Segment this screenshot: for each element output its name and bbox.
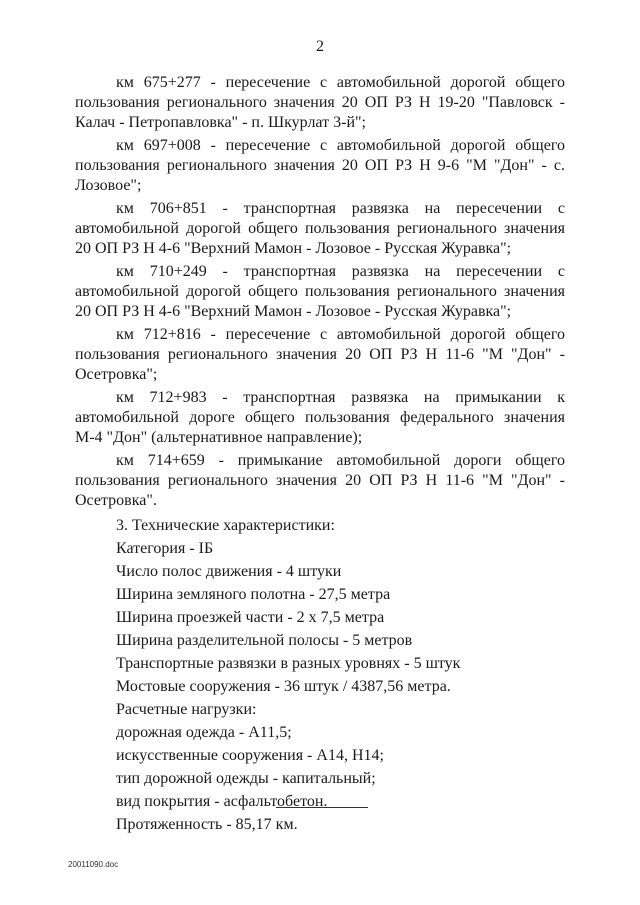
spec-line: Ширина проезжей части - 2 х 7,5 метра	[116, 609, 385, 626]
spec-line: Мостовые сооружения - 36 штук / 4387,56 метра.	[116, 678, 451, 695]
list-item: км 710+249 - транспортная развязка на пересечении с автомобильной дорогой общего пользования регионального значения 20 ОП РЗ Н 4-6 "Верхний Мамон - Лозовое - Русская Журавка";	[75, 263, 565, 320]
list-item: км 706+851 - транспортная развязка на пересечении с автомобильной дорогой общего пользования регионального значения 20 ОП РЗ Н 4-6 "Верхний Мамон - Лозовое - Русская Журавка";	[75, 200, 565, 257]
end-divider	[276, 807, 368, 808]
footer-filename: 20011090.doc	[68, 860, 119, 869]
technical-specs	[75, 514, 565, 836]
spec-line: искусственные сооружения - А14, Н14;	[116, 747, 384, 764]
spec-line: тип дорожной одежды - капитальный;	[116, 770, 376, 787]
list-item: км 712+983 - транспортная развязка на примыкании к автомобильной дороге общего пользования федерального значения М-4 "Дон" (альтернативное направление);	[75, 389, 565, 446]
spec-line: Число полос движения - 4 штуки	[116, 563, 342, 580]
list-item: км 675+277 - пересечение с автомобильной дорогой общего пользования регионального значения 20 ОП РЗ Н 19-20 "Павловск - Калач - Петропавловка" - п. Шкурлат 3-й";	[75, 74, 565, 131]
list-item: км 697+008 - пересечение с автомобильной дорогой общего пользования регионального значения 20 ОП РЗ Н 9-6 "М "Дон" - с. Лозовое";	[75, 137, 565, 194]
spec-line: дорожная одежда - А11,5;	[116, 724, 292, 741]
document-body	[75, 73, 565, 836]
spec-line: вид покрытия - асфальтобетон.	[116, 793, 328, 810]
spec-line: Расчетные нагрузки:	[116, 701, 257, 718]
spec-line: Протяженность - 85,17 км.	[116, 816, 298, 833]
spec-line: Ширина разделительной полосы - 5 метров	[116, 632, 413, 649]
specs-heading: 3. Технические характеристики:	[116, 517, 335, 534]
spec-line: Ширина земляного полотна - 27,5 метра	[116, 586, 391, 603]
page-number: 2	[316, 38, 324, 55]
list-item: км 712+816 - пересечение с автомобильной дорогой общего пользования регионального значения 20 ОП РЗ Н 11-6 "М "Дон" - Осетровка";	[75, 326, 565, 383]
spec-line: Транспортные развязки в разных уровнях - 5 штук	[116, 655, 461, 672]
list-item: км 714+659 - примыкание автомобильной дороги общего пользования регионального значения 20 ОП РЗ Н 11-6 "М "Дон" - Осетровка".	[75, 452, 565, 509]
spec-line: Категория - IБ	[116, 540, 214, 557]
